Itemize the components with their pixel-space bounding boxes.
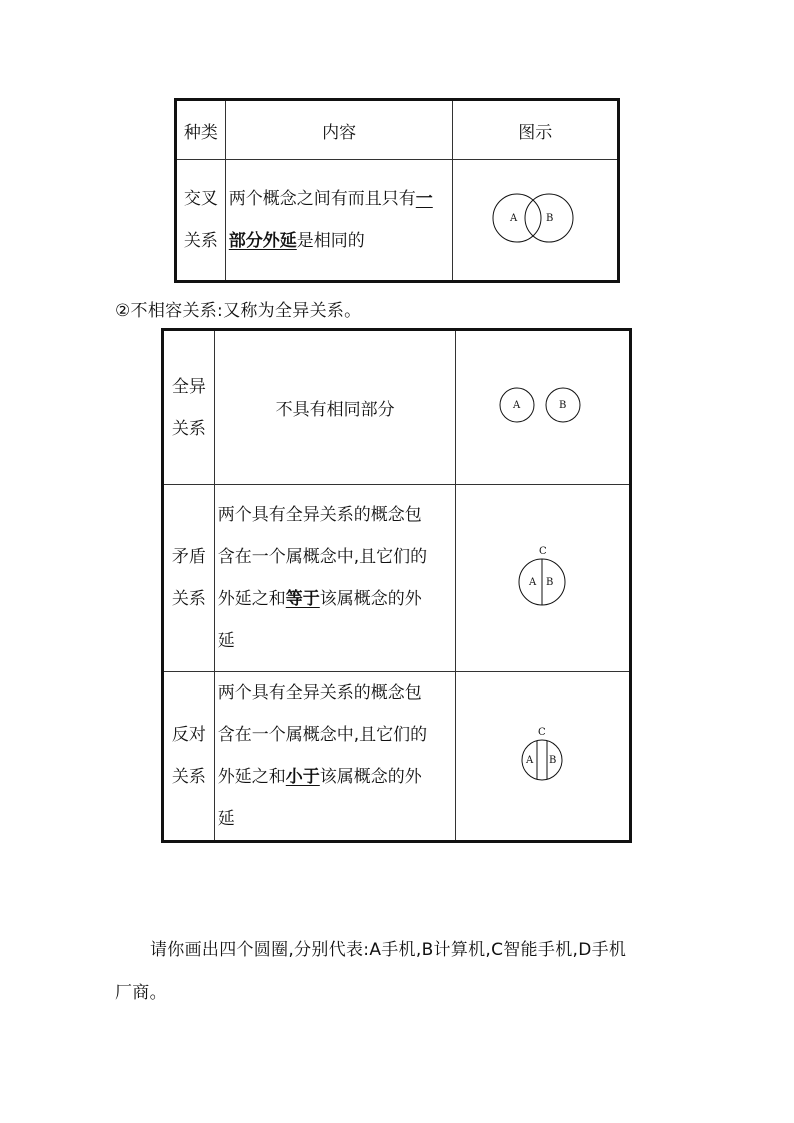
type-cell — [163, 672, 215, 842]
type-line1: 反对 — [171, 725, 206, 745]
diagram-cell — [456, 672, 631, 842]
table1-header-row — [176, 100, 619, 160]
type-line1: 交叉 — [183, 189, 218, 209]
label-b: B — [558, 400, 567, 411]
type-line1: 全异 — [171, 376, 206, 397]
content-line1 — [229, 178, 453, 220]
disjoint-relations-table — [161, 328, 632, 843]
content-line3 — [218, 756, 456, 798]
table1-row-intersection — [176, 160, 619, 282]
label-a: A — [510, 212, 518, 224]
underlined-term-2: 部分外延 — [228, 231, 297, 251]
contradictory-diagram — [513, 544, 573, 608]
type-line1: 矛盾 — [171, 547, 206, 567]
header-type: 种类 — [176, 100, 226, 160]
underlined-term: 等于 — [285, 589, 320, 609]
contrary-diagram — [518, 725, 568, 783]
content-line2: 含在一个属概念中,且它们的 — [217, 725, 428, 745]
content-rest: 是相同的 — [296, 231, 365, 251]
content-cell — [225, 160, 453, 282]
diagram-cell — [456, 485, 631, 672]
content-line4: 延 — [217, 809, 235, 829]
content-cell — [214, 485, 456, 672]
content-post: 该属概念的外 — [319, 767, 422, 787]
type-line2: 关系 — [171, 418, 206, 439]
type-line2: 关系 — [171, 767, 206, 787]
content-post: 该属概念的外 — [319, 589, 422, 609]
task-line2: 厂商。 — [115, 983, 167, 1003]
type-cell — [163, 485, 215, 672]
diagram-cell — [453, 160, 619, 282]
label-b: B — [545, 576, 554, 588]
underlined-term-1: 一 — [415, 189, 433, 209]
task-line1: 请你画出四个圆圈,分别代表:A手机,B计算机,C智能手机,D手机 — [150, 940, 627, 960]
content-line2 — [229, 220, 453, 262]
section-heading: ②不相容关系:又称为全异关系。 — [115, 301, 362, 321]
content-text: 两个概念之间有而且只有 — [228, 189, 416, 209]
label-b: B — [548, 754, 557, 766]
label-c: C — [537, 726, 546, 738]
header-content: 内容 — [225, 100, 453, 160]
intersection-table — [174, 98, 620, 283]
underlined-term: 小于 — [285, 767, 320, 787]
label-b: B — [546, 212, 554, 224]
content-line4: 延 — [217, 631, 235, 651]
intersection-venn-diagram — [485, 188, 585, 248]
row-disjoint — [163, 330, 631, 485]
header-diagram: 图示 — [453, 100, 619, 160]
label-c: C — [538, 545, 547, 557]
content-pre: 外延之和 — [217, 589, 286, 609]
content-line2: 含在一个属概念中,且它们的 — [217, 547, 428, 567]
row-contrary — [163, 672, 631, 842]
content-cell — [214, 672, 456, 842]
content-line3 — [218, 578, 456, 620]
disjoint-venn-diagram — [493, 383, 593, 427]
type-cell — [176, 160, 226, 282]
label-a: A — [512, 400, 520, 411]
diagram-cell — [456, 330, 631, 485]
label-a: A — [525, 754, 533, 766]
content-pre: 外延之和 — [217, 767, 286, 787]
content-cell: 不具有相同部分 — [214, 330, 456, 485]
label-a: A — [528, 576, 536, 588]
content-line1: 两个具有全异关系的概念包 — [217, 505, 422, 525]
type-cell — [163, 330, 215, 485]
content-line1: 两个具有全异关系的概念包 — [217, 683, 422, 703]
row-contradictory — [163, 485, 631, 672]
type-line2: 关系 — [171, 589, 206, 609]
type-line2: 关系 — [183, 231, 218, 251]
